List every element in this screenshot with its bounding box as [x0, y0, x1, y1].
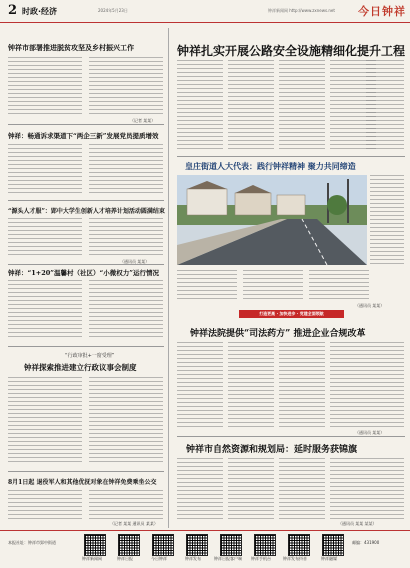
page-header	[0, 0, 410, 23]
divider-rule	[8, 124, 164, 125]
left-article-1-body-col2	[89, 57, 163, 117]
qr-label: 钟祥手机台	[251, 556, 271, 561]
left-article-6-title: 8月1日起 退役军人和其他优抚对象在钟祥免费乘坐公交	[8, 479, 157, 486]
left-article-5-body	[8, 377, 82, 465]
qr-label: 钟祥新闻网	[82, 556, 102, 561]
left-article-3-title: “源头人才服”：郢中大学生创新人才培养计划活动圆满结束	[8, 208, 165, 215]
feature-title: 皇庄街道人大代表：践行钟祥精神 聚力共同缔造	[185, 161, 356, 171]
left-article-1-title: 钟祥市部署推进脱贫攻坚及乡村振兴工作	[8, 43, 134, 52]
main-article-2-body-col4	[330, 342, 404, 428]
page-number: 2	[8, 3, 18, 18]
feature-caption-body	[370, 175, 404, 265]
left-article-1-body	[8, 57, 82, 117]
main-article-3-body-col3	[279, 458, 325, 520]
qr-label: 钟祥融媒	[321, 556, 337, 561]
qr-code[interactable]	[152, 534, 174, 556]
left-article-1-author: （记者 某某）	[130, 118, 156, 123]
main-article-3-body	[177, 458, 223, 520]
qr-code[interactable]	[118, 534, 140, 556]
feature-body	[177, 270, 237, 300]
left-article-2-body-col2	[89, 144, 163, 194]
left-article-4-body	[8, 280, 82, 340]
left-article-2-body	[8, 144, 82, 194]
qr-code[interactable]	[322, 534, 344, 556]
main-article-2-body-col3	[279, 342, 325, 428]
website-line: 钟祥新闻网 http://www.zxnews.net	[268, 8, 335, 13]
left-article-4-body-col2	[89, 280, 163, 340]
main-article-body-col5	[366, 60, 404, 152]
left-article-6-author: （记者 某某 通讯员 某某）	[110, 521, 158, 526]
left-article-6-body	[8, 490, 82, 520]
main-article-2-author: （通讯员 某某）	[355, 430, 385, 435]
slogan-banner: 打造更高 · 加快进步 · 党建全面领航	[239, 310, 344, 318]
left-article-4-title: 钟祥：“1+20”温馨村（社区）“小微权力”运行情况	[8, 269, 159, 277]
qr-code[interactable]	[220, 534, 242, 556]
street-photo	[177, 175, 367, 265]
main-article-3-author: （通讯员 某某 某某）	[338, 521, 377, 526]
qr-code[interactable]	[254, 534, 276, 556]
main-article-body-col2	[228, 60, 274, 152]
main-article-3-body-col2	[228, 458, 274, 520]
main-article-3-body-col4	[330, 458, 404, 520]
section-name: 时政·经济	[22, 7, 58, 16]
main-article-3-title: 钟祥市自然资源和规划局：延时服务获锦旗	[186, 445, 358, 455]
divider-rule	[8, 200, 164, 201]
issue-date: 2024年5月23日	[98, 8, 128, 13]
feature-body-col2	[243, 270, 303, 300]
feature-body-col3	[309, 270, 369, 300]
left-article-3-body-col2	[89, 218, 163, 258]
main-article-body	[177, 60, 223, 152]
left-article-6-body-col2	[89, 490, 163, 520]
left-article-3-body	[8, 218, 82, 258]
qr-label: 钟祥发布	[185, 556, 201, 561]
divider-rule	[177, 436, 405, 437]
main-article-body-col3	[279, 60, 325, 152]
main-article-2-title: 钟祥法院提供“司法药方” 推进企业合规改革	[190, 329, 366, 339]
left-article-5-body-col2	[89, 377, 163, 465]
footer-info-left: 本报社址：钟祥市郢中街道	[8, 540, 56, 545]
main-article-2-body	[177, 342, 223, 428]
column-divider	[168, 28, 169, 528]
qr-code[interactable]	[186, 534, 208, 556]
left-article-3-author: （通讯员 某某）	[120, 259, 150, 264]
main-article-2-body-col2	[228, 342, 274, 428]
left-article-5-title: 钟祥探索推进建立行政议事会制度	[24, 363, 137, 372]
qr-code[interactable]	[84, 534, 106, 556]
divider-rule	[8, 471, 164, 472]
left-article-2-title: 钟祥：畅通诉求渠道下“两企三新”发展党员提质增效	[8, 132, 159, 140]
footer-info-right: 邮编：431900	[352, 540, 380, 545]
divider-rule	[8, 346, 164, 347]
qr-label: 钟祥日报	[117, 556, 133, 561]
qr-label: 钟祥日报客户端	[214, 556, 242, 561]
street-scene-illustration	[177, 175, 367, 265]
divider-rule	[8, 264, 164, 265]
qr-code[interactable]	[288, 534, 310, 556]
divider-rule	[177, 156, 405, 157]
masthead-logo: 今日钟祥	[358, 5, 406, 18]
left-article-5-kicker: “行政审批+一窗受理”	[65, 353, 115, 359]
qr-label: 今日钟祥	[151, 556, 167, 561]
feature-author: （通讯员 某某）	[355, 303, 385, 308]
qr-label: 钟祥发布抖音	[283, 556, 307, 561]
main-headline: 钟祥扎实开展公路安全设施精细化提升工程	[177, 44, 406, 58]
